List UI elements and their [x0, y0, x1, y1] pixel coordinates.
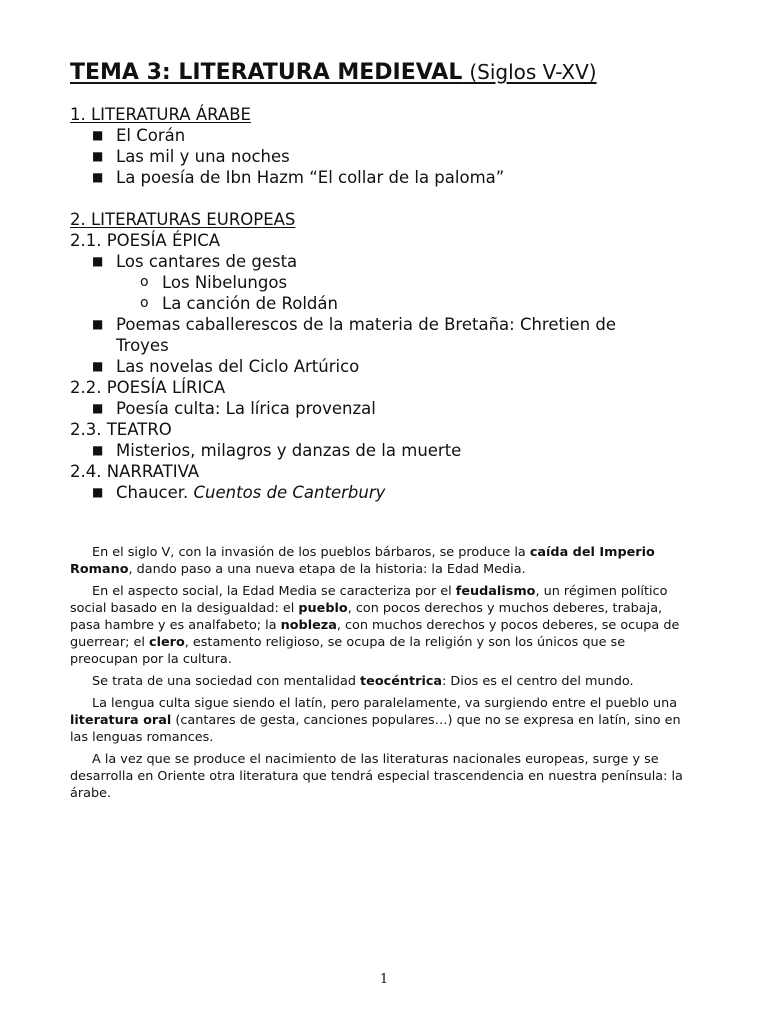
title-subtitle: (Siglos V-XV): [469, 60, 597, 84]
list-item-text-continued: Troyes: [116, 336, 169, 355]
list-item: [70, 251, 710, 272]
list-item-text: Chaucer.: [116, 483, 194, 502]
bold-text: teocéntrica: [360, 674, 443, 689]
square-bullet-icon: ■: [92, 170, 104, 184]
square-bullet-icon: ■: [92, 485, 104, 499]
circle-bullet-icon: o: [140, 274, 149, 290]
list-item: [70, 146, 710, 167]
paragraph: [70, 544, 690, 578]
bold-text: caída del Imperio Romano: [70, 545, 655, 577]
bold-text: feudalismo: [455, 584, 536, 599]
list-item: [70, 482, 710, 503]
text: En el aspecto social, la Edad Media se caracteriza por el: [92, 584, 456, 599]
subsection-heading: 2.4. NARRATIVA: [70, 462, 200, 481]
list-item-text: La poesía de Ibn Hazm “El collar de la paloma”: [116, 168, 505, 187]
list-item: [70, 356, 710, 377]
square-bullet-icon: ■: [92, 128, 104, 142]
text: En el siglo V, con la invasión de los pueblos bárbaros, se produce la: [92, 545, 530, 560]
page-number: 1: [379, 972, 389, 987]
paragraph: [70, 583, 690, 668]
list-item-text: El Corán: [116, 126, 186, 145]
subsection-heading: 2.2. POESÍA LÍRICA: [70, 378, 226, 397]
bold-text: nobleza: [280, 618, 337, 633]
text: : Dios es el centro del mundo.: [442, 674, 634, 689]
text: , dando paso a una nueva etapa de la historia: la Edad Media.: [128, 562, 526, 577]
text: , con muchos derechos y pocos deberes, se ocupa de guerrear; el: [70, 618, 680, 650]
paragraph: [70, 673, 690, 690]
square-bullet-icon: ■: [92, 401, 104, 415]
document-title: [70, 58, 597, 87]
list-item-text: Poemas caballerescos de la materia de Bretaña: Chretien de: [116, 315, 617, 334]
text: La lengua culta sigue siendo el latín, pero paralelamente, va surgiendo entre el pueblo una: [92, 696, 678, 711]
subsection-heading: 2.1. POESÍA ÉPICA: [70, 231, 221, 250]
paragraph: A la vez que se produce el nacimiento de las literaturas nacionales europeas, surge y se desarrolla en Oriente otra literatura que tendrá especial trascendencia en nuestra península: la árabe.: [70, 752, 683, 801]
section-1-heading: 1. LITERATURA ÁRABE: [70, 105, 251, 124]
section-2-heading: 2. LITERATURAS EUROPEAS: [70, 210, 296, 229]
bold-text: clero: [148, 635, 185, 650]
list-item: [70, 314, 710, 356]
list-item-text: Las novelas del Ciclo Artúrico: [116, 357, 360, 376]
body-text: [70, 544, 690, 807]
text: (cantares de gesta, canciones populares…) que no se expresa en latín, sino en las lenguas romances.: [70, 713, 681, 745]
square-bullet-icon: ■: [92, 149, 104, 163]
square-bullet-icon: ■: [92, 359, 104, 373]
circle-bullet-icon: o: [140, 295, 149, 311]
text: Se trata de una sociedad con mentalidad: [92, 674, 361, 689]
spacer: [70, 188, 710, 209]
square-bullet-icon: ■: [92, 443, 104, 457]
list-item: [70, 125, 710, 146]
title-main: TEMA 3: LITERATURA MEDIEVAL: [70, 60, 463, 85]
text: , un régimen político social basado en la desigualdad: el: [70, 584, 668, 616]
text: , con pocos derechos y muchos deberes, trabaja, pasa hambre y es analfabeto; la: [70, 601, 663, 633]
sub-list-item: [70, 272, 710, 293]
sub-list-item-text: La canción de Roldán: [162, 294, 338, 313]
list-item-text: Las mil y una noches: [116, 147, 290, 166]
outline: [70, 104, 710, 503]
subsection-heading: 2.3. TEATRO: [70, 420, 172, 439]
list-item: [70, 167, 710, 188]
paragraph: [70, 695, 690, 746]
bold-text: literatura oral: [70, 713, 172, 728]
list-item: [70, 398, 710, 419]
list-item-text: Misterios, milagros y danzas de la muerte: [116, 441, 462, 460]
list-item-text: Los cantares de gesta: [116, 252, 298, 271]
text: , estamento religioso, se ocupa de la religión y son los únicos que se preocupan por la cultura.: [70, 635, 626, 667]
list-item: [70, 440, 710, 461]
sub-list-item-text: Los Nibelungos: [162, 273, 288, 292]
bold-text: pueblo: [298, 601, 348, 616]
book-title: Cuentos de Canterbury: [193, 483, 386, 502]
sub-list-item: [70, 293, 710, 314]
square-bullet-icon: ■: [92, 254, 104, 268]
list-item-text: Poesía culta: La lírica provenzal: [116, 399, 376, 418]
square-bullet-icon: ■: [92, 317, 104, 331]
